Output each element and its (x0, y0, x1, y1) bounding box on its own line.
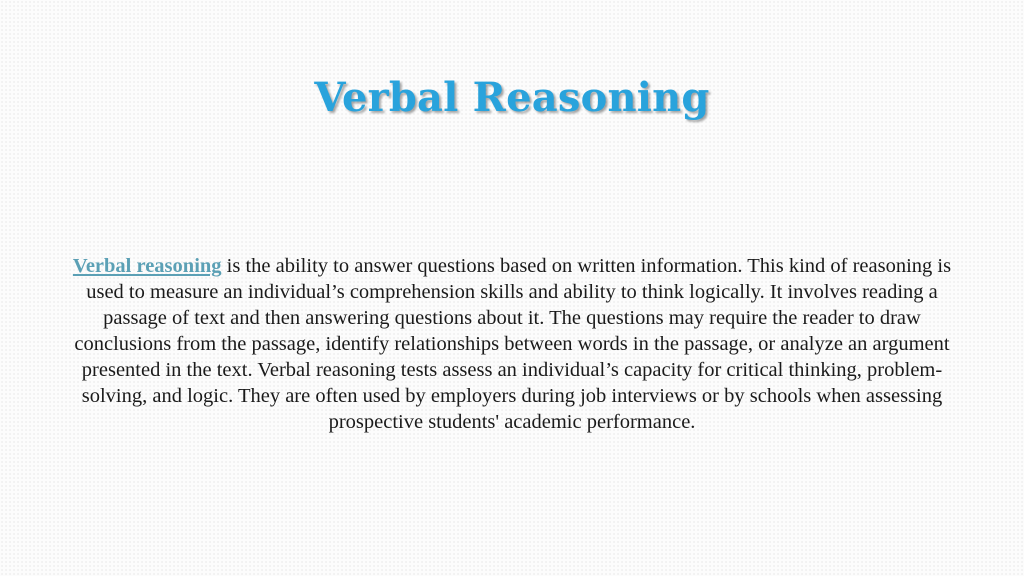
slide-title: Verbal Reasoning (314, 74, 710, 121)
verbal-reasoning-link[interactable]: Verbal reasoning (72, 255, 222, 277)
slide-body (62, 253, 962, 435)
body-text: is the ability to answer questions based on written information. This kind of reasoning is used to measure an individual’s comprehension skills and ability to think logically. It involves reading a passage of text and then answering questions about it. The questions may require the reader to draw conclusions from the passage, identify relationships between words in the passage, or analyze an argument presented in the text. Verbal reasoning tests assess an individual’s capacity for critical thinking, problem-solving, and logic. They are often used by employers during job interviews or by schools when assessing prospective students' academic performance. (74, 255, 952, 433)
